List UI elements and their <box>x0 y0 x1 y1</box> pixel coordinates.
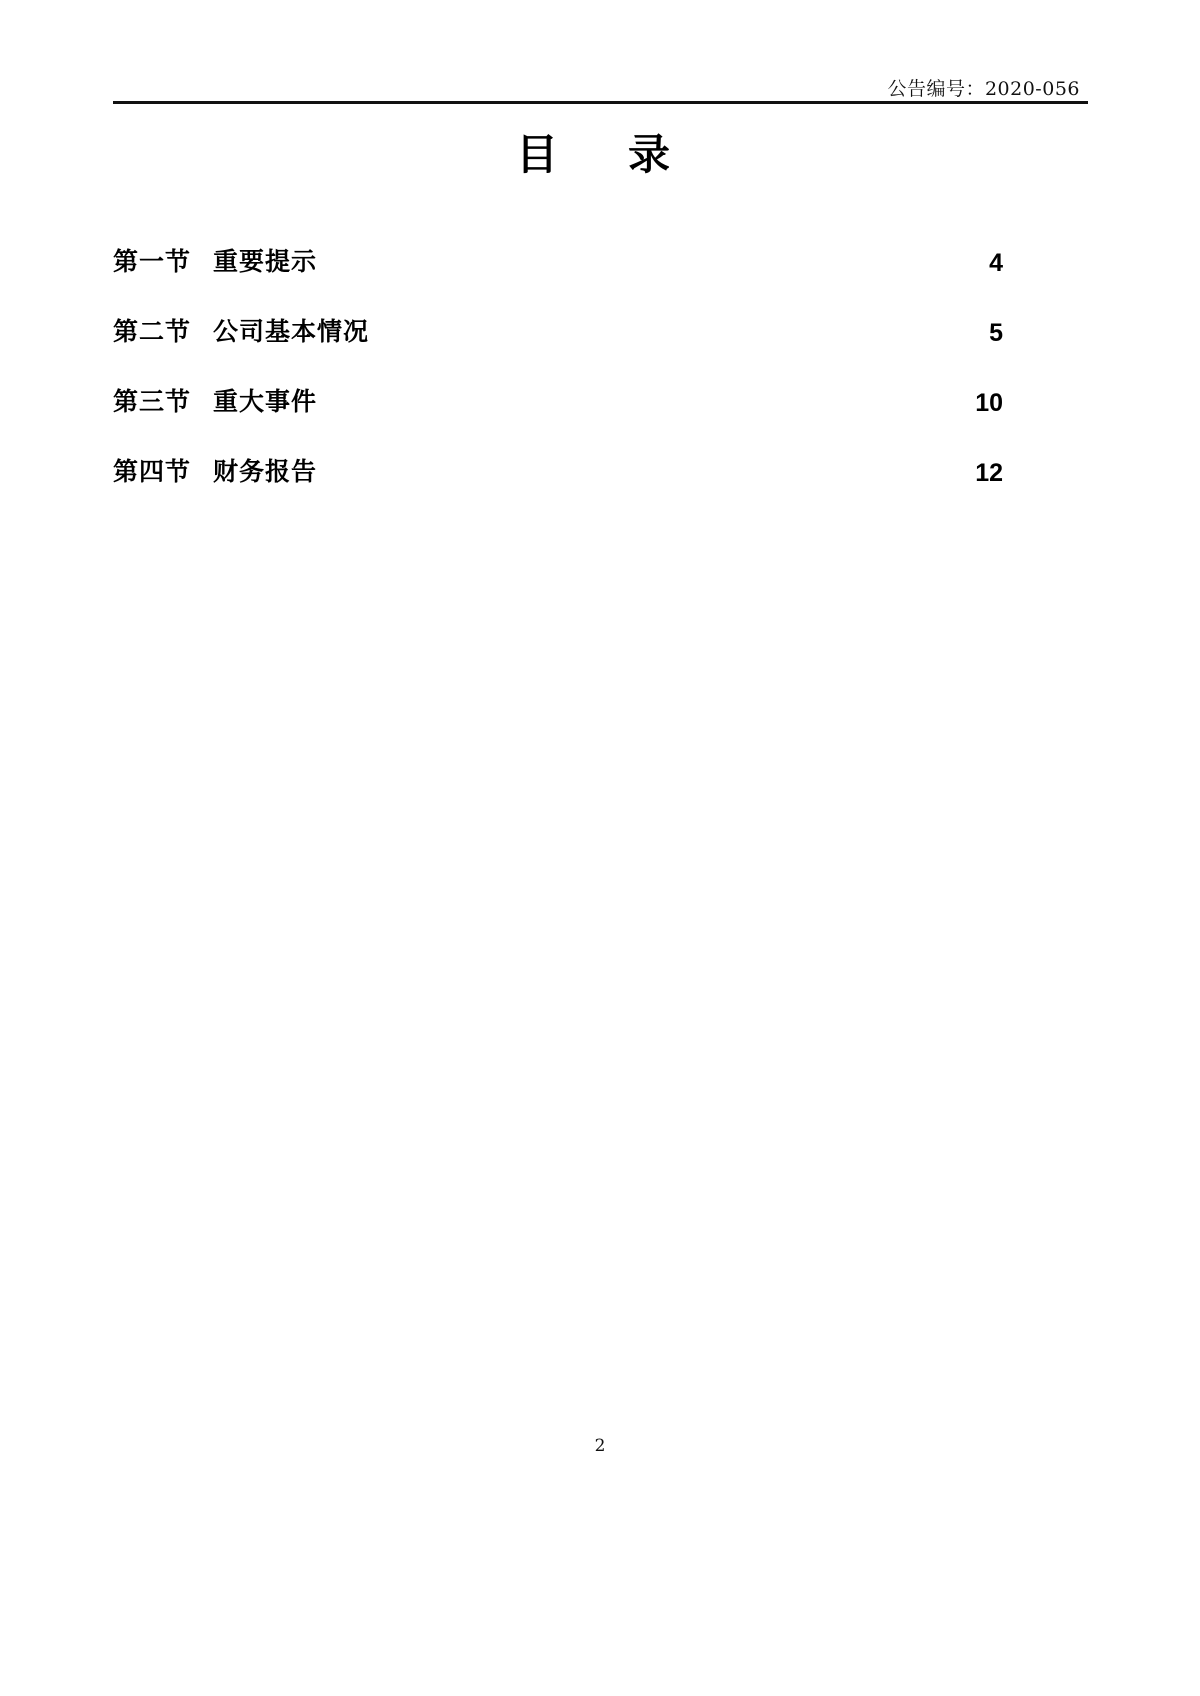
toc-page-number: 12 <box>975 459 1003 487</box>
toc-entry-title: 财务报告 <box>213 458 318 486</box>
announcement-number: 公告编号：2020-056 <box>887 78 1080 100</box>
toc-leader-dots <box>319 259 981 271</box>
header-divider <box>113 101 1088 104</box>
page-title: 目 录 <box>515 130 684 179</box>
toc-page-number: 4 <box>989 249 1003 277</box>
toc-entry-title: 重大事件 <box>213 388 318 416</box>
toc-section-label: 第二节 <box>113 318 192 346</box>
toc-page-number: 5 <box>989 319 1003 347</box>
toc-leader-dots <box>319 399 975 411</box>
toc-section-label: 第三节 <box>113 388 192 416</box>
toc-section-label: 第四节 <box>113 458 192 486</box>
toc-leader-dots <box>319 469 975 481</box>
table-of-contents <box>113 208 1003 488</box>
toc-entry[interactable] <box>113 278 1003 348</box>
toc-leader-dots <box>371 329 981 341</box>
footer-page-number: 2 <box>594 1436 606 1456</box>
toc-entry[interactable] <box>113 208 1003 278</box>
toc-entry[interactable] <box>113 418 1003 488</box>
toc-entry[interactable] <box>113 348 1003 418</box>
toc-section-label: 第一节 <box>113 248 192 276</box>
toc-entry-title: 公司基本情况 <box>213 318 370 346</box>
toc-entry-title: 重要提示 <box>213 248 318 276</box>
toc-page-number: 10 <box>975 389 1003 417</box>
